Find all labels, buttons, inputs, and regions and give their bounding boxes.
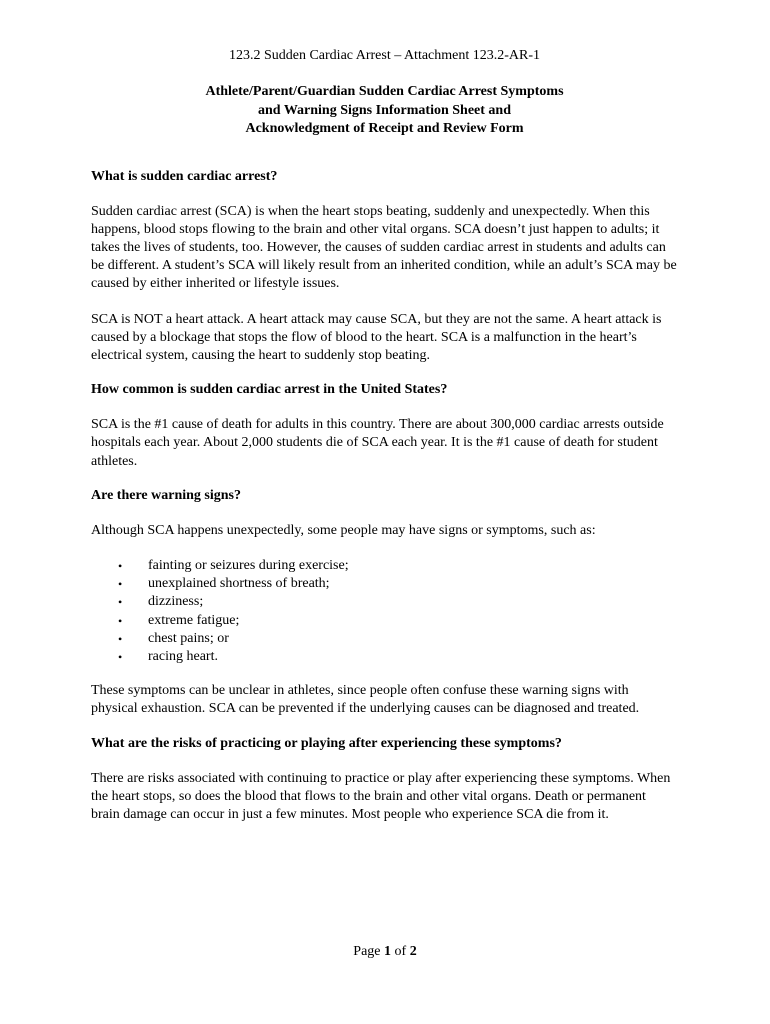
paragraph-symptoms-unclear: These symptoms can be unclear in athletes, since people often confuse these warning signs with physical exhaustion. SCA can be prevented if the underlying causes can be diagnosed and treated. xyxy=(91,683,640,717)
list-item xyxy=(118,575,678,593)
of-word: of xyxy=(394,944,407,959)
document-title xyxy=(91,83,678,139)
section-heading-risks: What are the risks of practicing or playing after experiencing these symptoms? xyxy=(91,735,562,751)
symptom-text: unexplained shortness of breath; xyxy=(148,576,330,592)
list-item xyxy=(118,612,678,630)
symptoms-list xyxy=(91,557,678,666)
total-pages-number: 2 xyxy=(409,944,417,959)
symptom-text: fainting or seizures during exercise; xyxy=(148,557,349,573)
list-item xyxy=(118,630,678,648)
paragraph-risks: There are risks associated with continuing to practice or play after experiencing these symptoms. When the heart stops, so does the blood that flows to the brain and other vital organs. Death or permanent brain damage can occur in just a few minutes. Most people who experience SCA die from it. xyxy=(91,770,671,822)
current-page-number: 1 xyxy=(384,944,392,959)
section-heading-how-common: How common is sudden cardiac arrest in the United States? xyxy=(91,382,448,398)
page-word: Page xyxy=(353,944,381,959)
title-line-3: Acknowledgment of Receipt and Review Form xyxy=(245,121,524,136)
section-heading-what-is-sca: What is sudden cardiac arrest? xyxy=(91,168,278,184)
list-item xyxy=(118,593,678,611)
bullet-icon: • xyxy=(118,577,123,592)
bullet-icon: • xyxy=(118,631,123,646)
paragraph-sca-definition: Sudden cardiac arrest (SCA) is when the heart stops beating, suddenly and unexpectedly. When this happens, blood stops flowing to the brain and other vital organs. SCA doesn’t just happen to adults; it takes the lives of students, too. However, the causes of sudden cardiac arrest in students and adults can be different. A student’s SCA will likely result from an inherited condition, while an adult’s SCA may be caused by either inherited or lifestyle issues. xyxy=(91,203,677,292)
bullet-icon: • xyxy=(118,558,123,573)
paragraph-warning-signs-intro: Although SCA happens unexpectedly, some people may have signs or symptoms, such as: xyxy=(91,522,596,538)
title-line-2: and Warning Signs Information Sheet and xyxy=(258,102,511,118)
list-item xyxy=(118,557,678,575)
attachment-header: 123.2 Sudden Cardiac Arrest – Attachment 123.2-AR-1 xyxy=(228,48,541,63)
paragraph-sca-statistics: SCA is the #1 cause of death for adults in this country. There are about 300,000 cardiac arrests outside hospitals each year. About 2,000 students die of SCA each year. It is the #1 cause of death for student athletes. xyxy=(91,417,664,469)
paragraph-sca-not-heart-attack: SCA is NOT a heart attack. A heart attack may cause SCA, but they are not the same. A heart attack is caused by a blockage that stops the flow of blood to the heart. SCA is a malfunction in the heart’s electrical system, causing the heart to suddenly stop beating. xyxy=(91,311,662,363)
symptom-text: dizziness; xyxy=(148,594,204,610)
bullet-icon: • xyxy=(118,613,123,628)
title-line-1: Athlete/Parent/Guardian Sudden Cardiac Arrest Symptoms xyxy=(205,84,564,99)
symptom-text: racing heart. xyxy=(148,648,218,664)
bullet-icon: • xyxy=(118,649,123,664)
symptom-text: chest pains; or xyxy=(148,630,229,646)
page-number-footer xyxy=(0,943,770,961)
section-heading-warning-signs: Are there warning signs? xyxy=(91,487,241,503)
list-item xyxy=(118,648,678,666)
bullet-icon: • xyxy=(118,595,123,610)
symptom-text: extreme fatigue; xyxy=(148,612,240,628)
